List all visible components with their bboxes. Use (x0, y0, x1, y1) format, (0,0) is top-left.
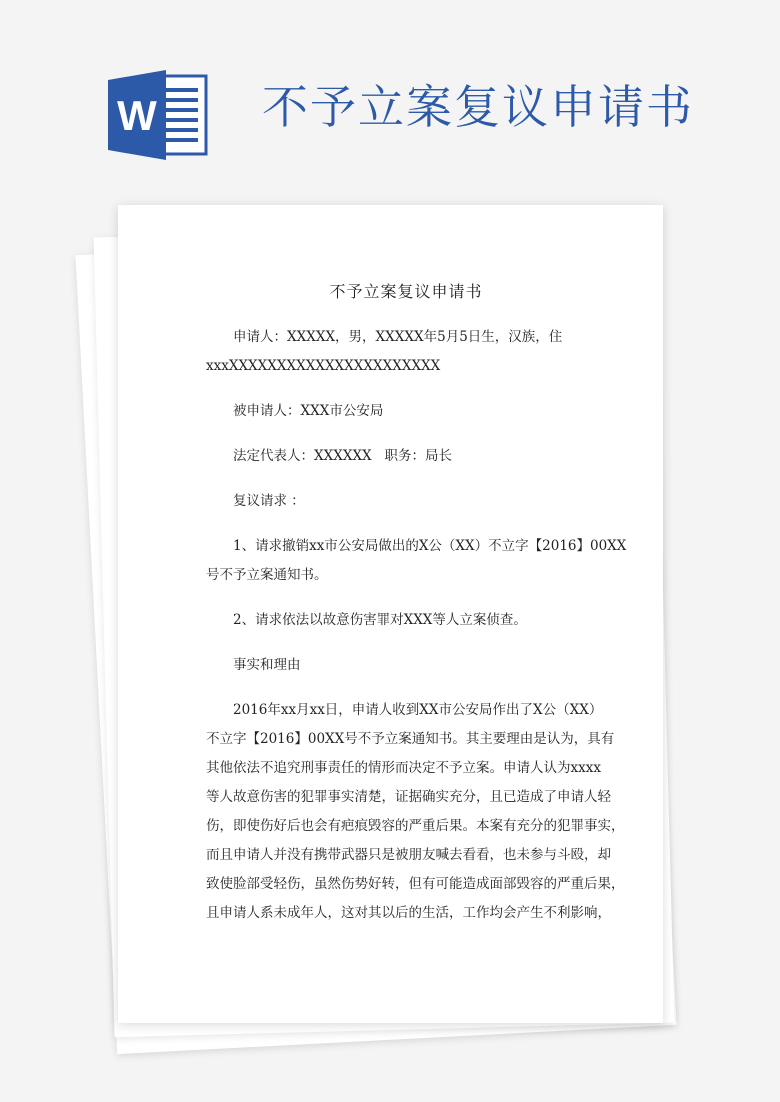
document-title: 不予立案复议申请书 (329, 282, 483, 301)
request-heading: 复议请求 ： (233, 493, 305, 509)
facts-heading: 事实和理由 (233, 657, 301, 673)
facts-paragraph-line: 不立字【2016】00XX号不予立案通知书。其主要理由是认为，具有 (206, 731, 615, 747)
facts-paragraph-line: 等人故意伤害的犯罪事实清楚，证据确实充分，且已造成了申请人轻 (206, 789, 611, 805)
facts-paragraph-line: 其他依法不追究刑事责任的情形而决定不予立案。申请人认为xxxx (206, 760, 601, 776)
facts-paragraph-line: 而且申请人并没有携带武器只是被朋友喊去看看，也未参与斗殴，却 (206, 847, 611, 863)
facts-paragraph-line: 2016年xx月xx日，申请人收到XX市公安局作出了X公（XX） (233, 702, 603, 718)
request-item-1: 1、请求撤销xx市公安局做出的X公（XX）不立字【2016】00XX (233, 538, 627, 554)
applicant-address: xxxXXXXXXXXXXXXXXXXXXXXXX (206, 358, 441, 374)
document-body (206, 282, 627, 928)
respondent-line: 被申请人：XXX市公安局 (233, 403, 384, 419)
document-page (118, 205, 663, 1023)
word-logo-letter: W (117, 92, 157, 139)
facts-paragraph-line: 且申请人系未成年人，这对其以后的生活，工作均会产生不利影响， (206, 905, 611, 921)
facts-paragraph-line: 致使脸部受轻伤，虽然伤势好转，但有可能造成面部毁容的严重后果， (206, 876, 625, 892)
facts-paragraph-line: 伤，即使伤好后也会有疤痕毁容的严重后果。本案有充分的犯罪事实， (206, 818, 625, 834)
request-item-1-cont: 号不予立案通知书。 (206, 567, 328, 583)
word-icon (108, 70, 208, 160)
applicant-line: 申请人：XXXXX，男，XXXXX年5月5日生，汉族，住 (233, 329, 563, 345)
page-title: 不予立案复议申请书 (262, 80, 694, 134)
legal-rep-line: 法定代表人：XXXXXX 职务：局长 (233, 448, 453, 464)
request-item-2: 2、请求依法以故意伤害罪对XXX等人立案侦查。 (233, 612, 527, 628)
